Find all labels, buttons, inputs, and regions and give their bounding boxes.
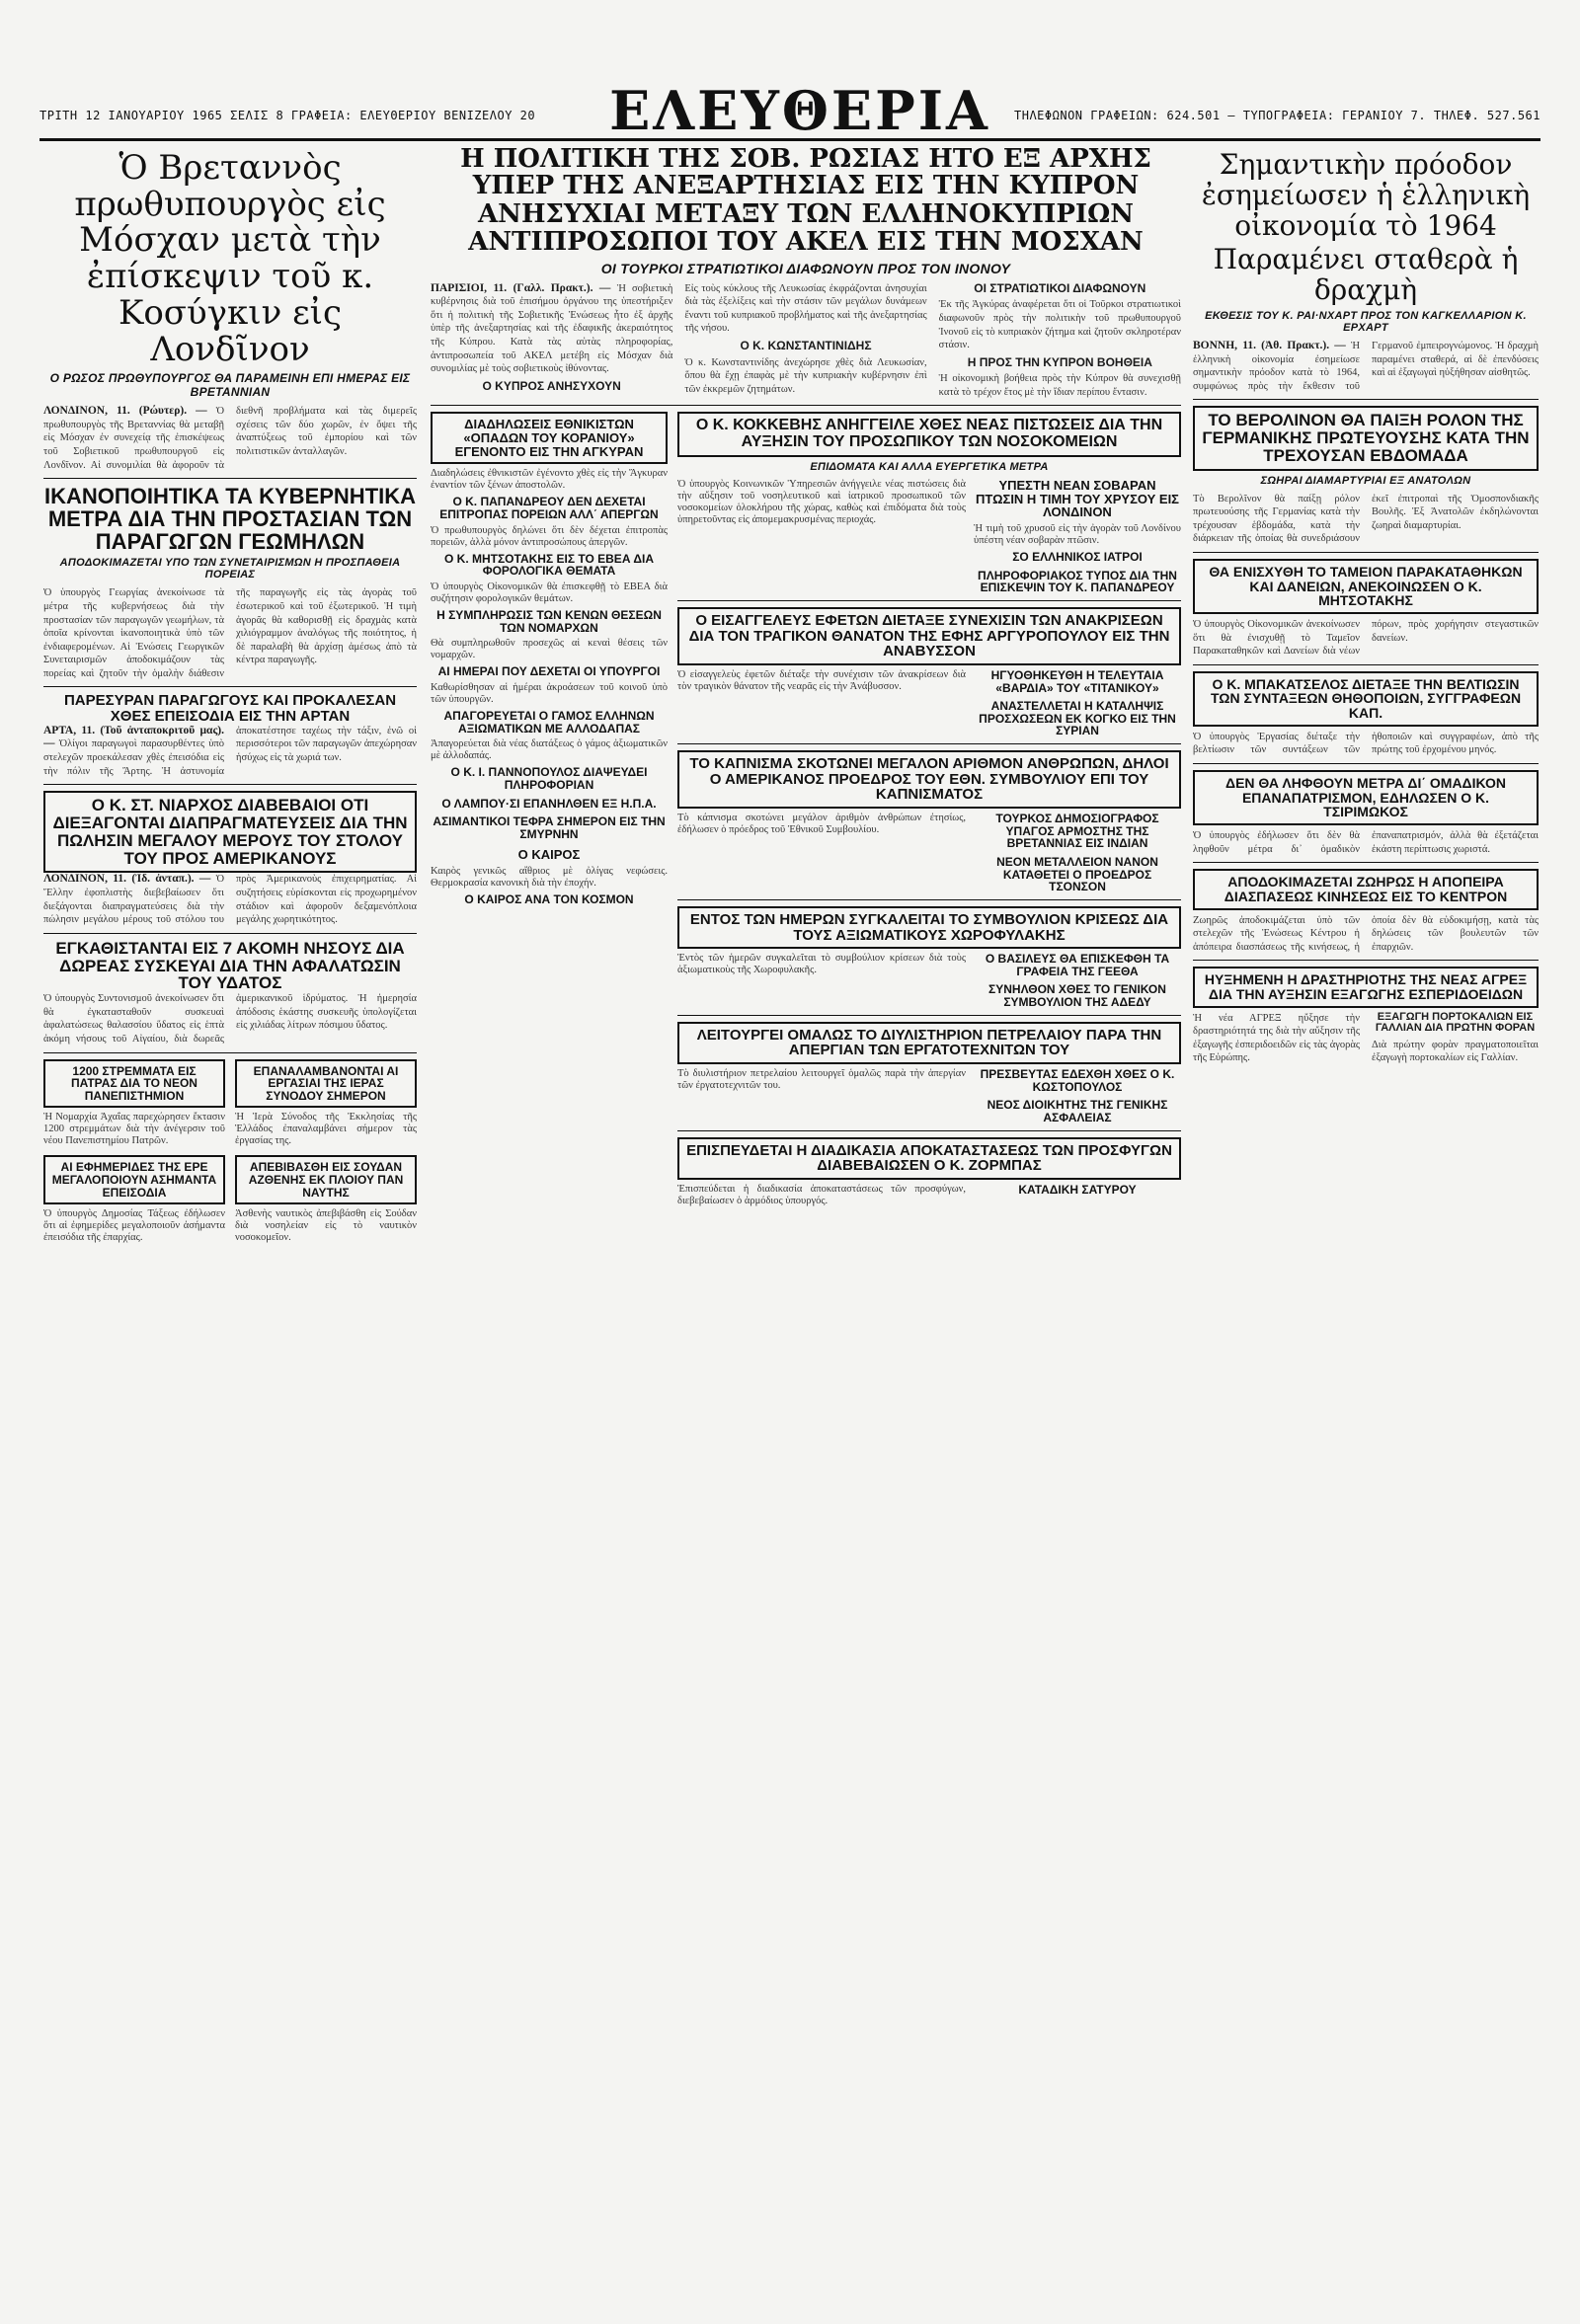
headline-security-chief: ΝΕΟΣ ΔΙΟΙΚΗΤΗΣ ΤΗΣ ΓΕΝΙΚΗΣ ΑΣΦΑΛΕΙΑΣ: [987, 1098, 1168, 1124]
subhead-east-protests: ΣΩΗΡΑΙ ΔΙΑΜΑΡΤΥΡΙΑΙ ΕΞ ΑΝΑΤΟΛΩΝ: [1260, 474, 1471, 487]
headline-officers-marriage: ΑΠΑΓΟΡΕΥΕΤΑΙ Ο ΓΑΜΟΣ ΕΛΛΗΝΩΝ ΑΞΙΩΜΑΤΙΚΩΝ ΜΕ ΑΛΛΟΔΑΠΑΣ: [443, 709, 655, 736]
headline-niarchos-fleet: Ο Κ. ΣΤ. ΝΙΑΡΧΟΣ ΔΙΑΒΕΒΑΙΟΙ ΟΤΙ ΔΙΕΞΑΓΟΝΤΑΙ ΔΙΑΠΡΑΓΜΑΤΕΥΣΕΙΣ ΔΙΑ ΤΗΝ ΠΩΛΗΣΙΝ ΜΕΓΑΛΟΥ ΜΕΡΟΥΣ ΤΟΥ ΣΤΟΛΟΥ ΤΟΥ ΠΡΟΣ ΑΜΕΡΙΚΑΝΟΥΣ: [43, 791, 417, 873]
headline-potato-measures: ΙΚΑΝΟΠΟΙΗΤΙΚΑ ΤΑ ΚΥΒΕΡΝΗΤΙΚΑ ΜΕΤΡΑ ΔΙΑ ΤΗΝ ΠΡΟΣΤΑΣΙΑΝ ΤΩΝ ΠΑΡΑΓΩΓΩΝ ΓΕΩΜΗΛΩΝ: [43, 484, 417, 555]
masthead-dateline: ΤΡΙΤΗ 12 ΙΑΝΟΥΑΡΙΟΥ 1965 ΣΕΛΙΣ 8 ΓΡΑΦΕΙΑ: ΕΛΕΥΘΕΡΙΟΥ ΒΕΝΙΖΕΛΟΥ 20: [40, 109, 536, 122]
headline-holy-synod: ΕΠΑΝΑΛΑΜΒΑΝΟΝΤΑΙ ΑΙ ΕΡΓΑΣΙΑΙ ΤΗΣ ΙΕΡΑΣ ΣΥΝΟΔΟΥ ΣΗΜΕΡΟΝ: [235, 1059, 417, 1109]
headline-berlin: ΤΟ ΒΕΡΟΛΙΝΟΝ ΘΑ ΠΑΙΞΗ ΡΟΛΟΝ ΤΗΣ ΓΕΡΜΑΝΙΚΗΣ ΠΡΩΤΕΥΟΥΣΗΣ ΚΑΤΑ ΤΗΝ ΤΡΕΧΟΥΣΑΝ ΕΒΔΟΜΑΔΑ: [1193, 406, 1539, 471]
article-actors-pensions: Ὁ ὑπουργὸς Ἐργασίας διέταξε τὴν βελτίωσιν τῶν συντάξεων τῶν ἠθοποιῶν καὶ συγγραφέων, ἀπὸ τῆς πρώτης τοῦ ἐρχομένου μηνός.: [1193, 731, 1539, 756]
dateline: ΠΑΡΙΣΙΟΙ, 11. (Γαλλ. Πρακτ.). —: [431, 281, 611, 294]
column-left: Ὁ Βρεταννὸς πρωθυπουργὸς εἰς Μόσχαν μετὰ τὴν ἐπίσκεψιν τοῦ κ. Κοσύγκιν εἰς Λονδῖνον Ο ΡΩΣΟΣ ΠΡΩΘΥΠΟΥΡΓΟΣ ΘΑ ΠΑΡΑΜΕΙΝΗ ΕΠΙ ΗΜΕΡΑΣ ΕΙΣ ΒΡΕΤΑΝΝΙΑΝ ΛΟΝΔΙΝΟΝ, 11. (Ρώυτερ). — Ὁ πρωθυπουργὸς τῆς Βρεταννίας θὰ μεταβῇ εἰς Μόσχαν ἐν συνεχείᾳ τῆς ἐπισκέψεως τοῦ Σοβιετικοῦ πρωθυπουργοῦ εἰς Λονδῖνον. Αἱ συνομιλίαι θὰ ἀφοροῦν τὰ διεθνῆ προβλήματα καὶ τὰς διμερεῖς σχέσεις τῶν δύο χωρῶν, ἐν ὄψει τῆς ἀναπτύξεως τοῦ ἐμπορίου καὶ τῶν πολιτιστικῶν ἀνταλλαγῶν. ΙΚΑΝΟΠΟΙΗΤΙΚΑ ΤΑ ΚΥΒΕΡΝΗΤΙΚΑ ΜΕΤΡΑ ΔΙΑ ΤΗΝ ΠΡΟΣΤΑΣΙΑΝ ΤΩΝ ΠΑΡΑΓΩΓΩΝ ΓΕΩΜΗΛΩΝ ΑΠΟΔΟΚΙΜΑΖΕΤΑΙ ΥΠΟ ΤΩΝ ΣΥΝΕΤΑΙΡΙΣΜΩΝ Η ΠΡΟΣΠΑΘΕΙΑ ΠΟΡΕΙΑΣ Ὁ ὑπουργὸς Γεωργίας ἀνεκοίνωσε τὰ μέτρα τῆς κυβερνήσεως διὰ τὴν προστασίαν τῶν παραγωγῶν γεωμήλων, τὰ ὁποῖα κρίνονται ἱκανοποιητικὰ ὑπὸ τῶν ἐνδιαφερομένων. Αἱ Ἑνώσεις Γεωργικῶν Συνεταιρισμῶν ἀποδοκιμάζουν τὰς πορείας καὶ ζητοῦν τὴν ὁμαλὴν διάθεσιν τῆς παραγωγῆς εἰς τὰς ἀγορὰς τοῦ ἐσωτερικοῦ καὶ τοῦ ἐξωτερικοῦ. Ἡ τιμὴ ἀγορᾶς θὰ καθορισθῇ εἰς δραχμὰς κατὰ χιλιόγραμμον ἀναλόγως τῆς ποιότητος, ἡ δὲ παραλαβὴ θὰ ἀρχίσῃ ἀμέσως ἀπὸ τὰ κέντρα παραγωγῆς. ΠΑΡΕΣΥΡΑΝ ΠΑΡΑΓΩΓΟΥΣ ΚΑΙ ΠΡΟΚΑΛΕΣΑΝ ΧΘΕΣ ΕΠΕΙΣΟΔΙΑ ΕΙΣ ΤΗΝ ΑΡΤΑΝ ΑΡΤΑ, 11. (Τοῦ ἀνταποκριτοῦ μας). — Ὀλίγοι παραγωγοὶ παρασυρθέντες ὑπὸ στελεχῶν προεκάλεσαν χθὲς ἐπεισόδια εἰς τὴν πόλιν τῆς Ἄρτης. Ἡ ἀστυνομία ἀποκατέστησε ταχέως τὴν τάξιν, ἐνῶ οἱ περισσότεροι τῶν παραγωγῶν ἀπεχώρησαν ἡσύχως εἰς τὰ χωριά των. Ο Κ. ΣΤ. ΝΙΑΡΧΟΣ ΔΙΑΒΕΒΑΙΟΙ ΟΤΙ ΔΙΕΞΑΓΟΝΤΑΙ ΔΙΑΠΡΑΓΜΑΤΕΥΣΕΙΣ ΔΙΑ ΤΗΝ ΠΩΛΗΣΙΝ ΜΕΓΑΛΟΥ ΜΕΡΟΥΣ ΤΟΥ ΣΤΟΛΟΥ ΤΟΥ ΠΡΟΣ ΑΜΕΡΙΚΑΝΟΥΣ ΛΟΝΔΙΝΟΝ, 11. (Ἰδ. ἀνταπ.). — Ὁ Ἕλλην ἐφοπλιστὴς διεβεβαίωσεν ὅτι διεξάγονται διαπραγματεύσεις διὰ τὴν πώλησιν μεγάλου μέρους τοῦ στόλου του πρὸς Ἀμερικανοὺς ἐπιχειρηματίας. Αἱ συζητήσεις εὑρίσκονται εἰς προχωρημένον στάδιον καὶ ἀφοροῦν δεξαμενόπλοια μεγάλης χωρητικότητος. ΕΓΚΑΘΙΣΤΑΝΤΑΙ ΕΙΣ 7 ΑΚΟΜΗ ΝΗΣΟΥΣ ΔΙΑ ΔΩΡΕΑΣ ΣΥΣΚΕΥΑΙ ΔΙΑ ΤΗΝ ΑΦΑΛΑΤΩΣΙΝ ΤΟΥ ΥΔΑΤΟΣ Ὁ ὑπουργὸς Συντονισμοῦ ἀνεκοίνωσεν ὅτι θὰ ἐγκατασταθοῦν συσκευαὶ ἀφαλατώσεως θαλασσίου ὕδατος εἰς ἑπτὰ ἀκόμη νήσους τοῦ Αἰγαίου, διὰ δωρεᾶς ἀμερικανικοῦ ἱδρύματος. Ἡ ἡμερησία ἀπόδοσις ἑκάστης συσκευῆς ὑπολογίζεται εἰς χιλιάδας λίτρων πόσιμου ὕδατος. 1200 ΣΤΡΕΜΜΑΤΑ ΕΙΣ ΠΑΤΡΑΣ ΔΙΑ ΤΟ ΝΕΟΝ ΠΑΝΕΠΙΣΤΗΜΙΟΝ Ἡ Νομαρχία Ἀχαΐας παρεχώρησεν ἔκτασιν 1200 στρεμμάτων διὰ τὴν ἀνέγερσιν τοῦ νέου Πανεπιστημίου Πατρῶν. ΑΙ ΕΦΗΜΕΡΙΔΕΣ ΤΗΣ ΕΡΕ ΜΕΓΑΛΟΠΟΙΟΥΝ ΑΣΗΜΑΝΤΑ ΕΠΕΙΣΟΔΙΑ Ὁ ὑπουργὸς Δημοσίας Τάξεως ἐδήλωσεν ὅτι αἱ ἐφημερίδες μεγαλοποιοῦν ἀσήμαντα ἐπεισόδια τῆς ἐπαρχίας. ΕΠΑΝΑΛΑΜΒΑΝΟΝΤΑΙ ΑΙ ΕΡΓΑΣΙΑΙ ΤΗΣ ΙΕΡΑΣ ΣΥΝΟΔΟΥ ΣΗΜΕΡΟΝ Ἡ Ἱερὰ Σύνοδος τῆς Ἐκκλησίας τῆς Ἑλλάδος ἐπαναλαμβάνει σήμερον τὰς ἐργασίας της. ΑΠΕΒΙΒΑΣΘΗ ΕΙΣ ΣΟΥΔΑΝ ΑΖΘΕΝΗΣ ΕΚ ΠΛΟΙΟΥ ΠΑΝ ΝΑΥΤΗΣ Ἀσθενὴς ναυτικὸς ἀπεβιβάσθη εἰς Σούδαν διὰ νοσηλείαν εἰς τὸ ναυτικὸν νοσοκομεῖον.: [43, 148, 417, 1244]
headline-king-geetha: Ο ΒΑΣΙΛΕΥΣ ΘΑ ΕΠΙΣΚΕΦΘΗ ΤΑ ΓΡΑΦΕΙΑ ΤΗΣ ΓΕΕΘΑ: [985, 952, 1170, 978]
article-repatriation: Ὁ ὑπουργὸς ἐδήλωσεν ὅτι δὲν θὰ ληφθοῦν μέτρα δι᾽ ὁμαδικὸν ἐπαναπατρισμόν, ἀλλὰ θὰ ἐξετάζεται ἑκάστη περίπτωσις χωριστά.: [1193, 830, 1539, 855]
headline-pannopoulos: Ο Κ. Ι. ΠΑΝΝΟΠΟΥΛΟΣ ΔΙΑΨΕΥΔΕΙ ΠΛΗΡΟΦΟΡΙΑΝ: [450, 765, 648, 792]
headline-british-pm: Ὁ Βρεταννὸς πρωθυπουργὸς εἰς Μόσχαν μετὰ τὴν ἐπίσκεψιν τοῦ κ. Κοσύγκιν εἰς Λονδῖνον: [74, 148, 386, 369]
masthead-contact: ΤΗΛΕΦΩΝΟΝ ΓΡΑΦΕΙΩΝ: 624.501 — ΤΥΠΟΓΡΑΦΕΙΑ: ΓΕΡΑΝΙΟΥ 7. ΤΗΛΕΦ. 527.561: [1014, 109, 1540, 122]
headline-desalination: ΕΓΚΑΘΙΣΤΑΝΤΑΙ ΕΙΣ 7 ΑΚΟΜΗ ΝΗΣΟΥΣ ΔΙΑ ΔΩΡΕΑΣ ΣΥΣΚΕΥΑΙ ΔΙΑ ΤΗΝ ΑΦΑΛΑΤΩΣΙΝ ΤΟΥ ΥΔΑΤΟΣ: [55, 938, 405, 993]
subhead-kosygin: Ο ΡΩΣΟΣ ΠΡΩΘΥΠΟΥΡΓΟΣ ΘΑ ΠΑΡΑΜΕΙΝΗ ΕΠΙ ΗΜΕΡΑΣ ΕΙΣ ΒΡΕΤΑΝΝΙΑΝ: [49, 371, 411, 400]
headline-papandreou-visit: ΠΛΗΡΟΦΟΡΙΑΚΟΣ ΤΥΠΟΣ ΔΙΑ ΤΗΝ ΕΠΙΣΚΕΨΙΝ ΤΟΥ Κ. ΠΑΠΑΝΔΡΕΟΥ: [978, 568, 1177, 595]
banner-soviet-cyprus: Η ΠΟΛΙΤΙΚΗ ΤΗΣ ΣΟΒ. ΡΩΣΙΑΣ ΗΤΟ ΕΞ ΑΡΧΗΣ ΥΠΕΡ ΤΗΣ ΑΝΕΞΑΡΤΗΣΙΑΣ ΕΙΣ ΤΗΝ ΚΥΠΡΟΝ: [460, 146, 1151, 201]
headline-agrex: ΗΥΞΗΜΕΝΗ Η ΔΡΑΣΤΗΡΙΟΤΗΣ ΤΗΣ ΝΕΑΣ ΑΓΡΕΞ ΔΙΑ ΤΗΝ ΑΥΞΗΣΙΝ ΕΞΑΓΩΓΗΣ ΕΣΠΕΡΙΔΟΕΙΔΩΝ: [1193, 967, 1539, 1007]
headline-economy-1964: Σημαντικὴν πρόοδον ἐσημείωσεν ἡ ἑλληνικὴ οἰκονομία τὸ 1964: [1201, 148, 1531, 242]
headline-ere-papers: ΑΙ ΕΦΗΜΕΡΙΔΕΣ ΤΗΣ ΕΡΕ ΜΕΓΑΛΟΠΟΙΟΥΝ ΑΣΗΜΑΝΤΑ ΕΠΕΙΣΟΔΙΑ: [43, 1155, 225, 1204]
headline-ministers-days: ΑΙ ΗΜΕΡΑΙ ΠΟΥ ΔΕΧΕΤΑΙ ΟΙ ΥΠΟΥΡΓΟΙ: [437, 664, 661, 679]
article-potato-measures: Ὁ ὑπουργὸς Γεωργίας ἀνεκοίνωσε τὰ μέτρα τῆς κυβερνήσεως διὰ τὴν προστασίαν τῶν παραγωγῶν γεωμήλων, τὰ ὁποῖα κρίνονται ἱκανοποιητικὰ ὑπὸ τῶν ἐνδιαφερομένων. Αἱ Ἑνώσεις Γεωργικῶν Συνεταιρισμῶν ἀποδοκιμάζουν τὰς πορείας καὶ ζητοῦν τὴν ὁμαλὴν διάθεσιν τῆς παραγωγῆς εἰς τὰς ἀγορὰς τοῦ ἐσωτερικοῦ καὶ τοῦ ἐξωτερικοῦ. Ἡ τιμὴ ἀγορᾶς θὰ καθορισθῇ εἰς δραχμὰς κατὰ χιλιόγραμμον ἀναλόγως τῆς ποιότητος, ἡ δὲ παραλαβὴ θὰ ἀρχίσῃ ἀμέσως ἀπὸ τὰ κέντρα παραγωγῆς.: [43, 587, 417, 679]
headline-weather: Ο ΚΑΙΡΟΣ: [517, 847, 581, 863]
subhead-benefits: ΕΠΙΔΟΜΑΤΑ ΚΑΙ ΑΛΛΑ ΕΥΕΡΓΕΤΙΚΑ ΜΕΤΡΑ: [810, 460, 1049, 473]
headline-deposits-fund: ΘΑ ΕΝΙΣΧΥΘΗ ΤΟ ΤΑΜΕΙΟΝ ΠΑΡΑΚΑΤΑΘΗΚΩΝ ΚΑΙ ΔΑΝΕΙΩΝ, ΑΝΕΚΟΙΝΩΣΕΝ Ο Κ. ΜΗΤΣΟΤΑΚΗΣ: [1193, 559, 1539, 614]
headline-refinery: ΛΕΙΤΟΥΡΓΕΙ ΟΜΑΛΩΣ ΤΟ ΔΙΥΛΙΣΤΗΡΙΟΝ ΠΕΤΡΕΛΑΙΟΥ ΠΑΡΑ ΤΗΝ ΑΠΕΡΓΙΑΝ ΤΩΝ ΕΡΓΑΤΟΤΕΧΝΙΤΩΝ ΤΟΥ: [677, 1022, 1181, 1065]
subhead-konstantinidis: Ο Κ. ΚΩΝΣΤΑΝΤΙΝΙΔΗΣ: [740, 339, 872, 353]
dateline: ΒΟΝΝΗ, 11. (Ἀθ. Πρακτ.). —: [1193, 339, 1346, 351]
headline-ankara-demos: ΔΙΑΔΗΛΩΣΕΙΣ ΕΘΝΙΚΙΣΤΩΝ «ΟΠΑΔΩΝ ΤΟΥ ΚΟΡΑΝΙΟΥ» ΕΓΕΝΟΝΤΟ ΕΙΣ ΤΗΝ ΑΓΚΥΡΑΝ: [431, 412, 668, 464]
subhead-rheinhart: ΕΚΘΕΣΙΣ ΤΟΥ Κ. ΡΑΙ·ΝΧΑΡΤ ΠΡΟΣ ΤΟΝ ΚΑΓΚΕΛΛΑΡΙΟΝ Κ. ΕΡΧΑΡΤ: [1205, 309, 1527, 334]
column-right: [1193, 146, 1539, 2285]
article-economy: ΒΟΝΝΗ, 11. (Ἀθ. Πρακτ.). — Ἡ ἑλληνικὴ οἰκονομία ἐσημείωσε σημαντικὴν πρόοδον κατὰ τὸ 1964, συμφώνως πρὸς τὴν ἔκθεσιν τοῦ Γερμανοῦ ἐμπειρογνώμονος. Ἡ δραχμὴ παραμένει σταθερά, αἱ δὲ ἐπενδύσεις καὶ αἱ ἐξαγωγαὶ ηὐξήθησαν αἰσθητῶς.: [1193, 339, 1539, 392]
article-deposits-fund: Ὁ ὑπουργὸς Οἰκονομικῶν ἀνεκοίνωσεν ὅτι θὰ ἐνισχυθῇ τὸ Ταμεῖον Παρακαταθηκῶν καὶ Δανείων διὰ νέων πόρων, πρὸς χορήγησιν στεγαστικῶν δανείων.: [1193, 619, 1539, 658]
subhead-cyprus-aid: Η ΠΡΟΣ ΤΗΝ ΚΥΠΡΟΝ ΒΟΗΘΕΙΑ: [967, 354, 1152, 369]
subhead-military-disagree: ΟΙ ΣΤΡΑΤΙΩΤΙΚΟΙ ΔΙΑΦΩΝΟΥΝ: [974, 280, 1146, 295]
dateline: ΑΡΤΑ, 11. (Τοῦ ἀνταποκριτοῦ μας). —: [43, 724, 224, 750]
column-middle: Η ΠΟΛΙΤΙΚΗ ΤΗΣ ΣΟΒ. ΡΩΣΙΑΣ ΗΤΟ ΕΞ ΑΡΧΗΣ ΥΠΕΡ ΤΗΣ ΑΝΕΞΑΡΤΗΣΙΑΣ ΕΙΣ ΤΗΝ ΚΥΠΡΟΝ ΑΝΗΣΥΧΙΑΙ ΜΕΤΑΞΥ ΤΩΝ ΕΛΛΗΝΟΚΥΠΡΙΩΝ ΑΝΤΙΠΡΟΣΩΠΟΙ ΤΟΥ ΑΚΕΛ ΕΙΣ ΤΗΝ ΜΟΣΧΑΝ ΟΙ ΤΟΥΡΚΟΙ ΣΤΡΑΤΙΩΤΙΚΟΙ ΔΙΑΦΩΝΟΥΝ ΠΡΟΣ ΤΟΝ ΙΝΟΝΟΥ ΠΑΡΙΣΙΟΙ, 11. (Γαλλ. Πρακτ.). — Ἡ σοβιετικὴ κυβέρνησις διὰ τοῦ ἐπισήμου ὀργάνου της ὑπεστήριξεν ὅτι ἡ πολιτικὴ τῆς Σοβιετικῆς Ἑνώσεως ἦτο ἐξ ἀρχῆς ὑπὲρ τῆς ἀνεξαρτησίας καὶ τῆς ἐδαφικῆς ἀκεραιότητος τῆς Κύπρου. Κατὰ τὰς αὐτὰς πληροφορίας, ἀντιπροσωπεία τοῦ ΑΚΕΛ μετέβη εἰς Μόσχαν διὰ συνομιλίας μὲ τοὺς σοβιετικοὺς ἰθύνοντας. Ο ΚΥΠΡΟΣ ΑΝΗΣΥΧΟΥΝ Εἰς τοὺς κύκλους τῆς Λευκωσίας ἐκφράζονται ἀνησυχίαι διὰ τὰς ἐξελίξεις καὶ τὴν στάσιν τῶν μεγάλων δυνάμεων ἔναντι τοῦ κυπριακοῦ προβλήματος καὶ τῆς ἀνεξαρτησίας τῆς νήσου. Ο Κ. ΚΩΝΣΤΑΝΤΙΝΙΔΗΣ Ὁ κ. Κωνσταντινίδης ἀνεχώρησε χθὲς διὰ Λευκωσίαν, ὅπου θὰ ἔχῃ ἐπαφὰς μὲ τὴν κυπριακὴν κυβέρνησιν ἐπὶ τῶν ἐκκρεμῶν ζητημάτων. ΟΙ ΣΤΡΑΤΙΩΤΙΚΟΙ ΔΙΑΦΩΝΟΥΝ Ἐκ τῆς Ἀγκύρας ἀναφέρεται ὅτι οἱ Τοῦρκοι στρατιωτικοὶ διαφωνοῦν πρὸς τὴν πολιτικὴν τοῦ πρωθυπουργοῦ Ἰνονοῦ εἰς τὸ κυπριακὸν ζήτημα καὶ ζητοῦν σκληροτέραν στάσιν. Η ΠΡΟΣ ΤΗΝ ΚΥΠΡΟΝ ΒΟΗΘΕΙΑ Ἡ οἰκονομικὴ βοήθεια πρὸς τὴν Κύπρον θὰ συνεχισθῇ κατὰ τὸ τρέχον ἔτος μὲ τὴν ἴδιαν περίπου ἔντασιν. ΔΙΑΔΗΛΩΣΕΙΣ ΕΘΝΙΚΙΣΤΩΝ «ΟΠΑΔΩΝ ΤΟΥ ΚΟΡΑΝΙΟΥ» ΕΓΕΝΟΝΤΟ ΕΙΣ ΤΗΝ ΑΓΚΥΡΑΝ Διαδηλώσεις ἐθνικιστῶν ἐγένοντο χθὲς εἰς τὴν Ἄγκυραν ἐναντίον τῶν ξένων ἀποστολῶν. Ο Κ. ΠΑΠΑΝΔΡΕΟΥ ΔΕΝ ΔΕΧΕΤΑΙ ΕΠΙΤΡΟΠΑΣ ΠΟΡΕΙΩΝ ΑΛΛ΄ ΑΠΕΡΓΩΝ Ὁ πρωθυπουργὸς δηλώνει ὅτι δὲν δέχεται ἐπιτροπὰς πορειῶν, ἀλλὰ μόνον ἀντιπροσώπους ἀπεργῶν. Ο Κ. ΜΗΤΣΟΤΑΚΗΣ ΕΙΣ ΤΟ ΕΒΕΑ ΔΙΑ ΦΟΡΟΛΟΓΙΚΑ ΘΕΜΑΤΑ Ὁ ὑπουργὸς Οἰκονομικῶν θὰ ἐπισκεφθῇ τὸ ΕΒΕΑ διὰ συζήτησιν φορολογικῶν θεμάτων. Η ΣΥΜΠΛΗΡΩΣΙΣ ΤΩΝ ΚΕΝΩΝ ΘΕΣΕΩΝ ΤΩΝ ΝΟΜΑΡΧΩΝ Θὰ συμπληρωθοῦν προσεχῶς αἱ κεναὶ θέσεις τῶν νομαρχῶν. ΑΙ ΗΜΕΡΑΙ ΠΟΥ ΔΕΧΕΤΑΙ ΟΙ ΥΠΟΥΡΓΟΙ Καθωρίσθησαν αἱ ἡμέραι ἀκροάσεων τοῦ κοινοῦ ὑπὸ τῶν ὑπουργῶν. ΑΠΑΓΟΡΕΥΕΤΑΙ Ο ΓΑΜΟΣ ΕΛΛΗΝΩΝ ΑΞΙΩΜΑΤΙΚΩΝ ΜΕ ΑΛΛΟΔΑΠΑΣ Ἀπαγορεύεται διὰ νέας διατάξεως ὁ γάμος ἀξιωματικῶν μὲ ἀλλοδαπάς. Ο Κ. Ι. ΠΑΝΝΟΠΟΥΛΟΣ ΔΙΑΨΕΥΔΕΙ ΠΛΗΡΟΦΟΡΙΑΝ Ο ΛΑΜΠΟΥ·ΣΙ ΕΠΑΝΗΛΘΕΝ ΕΞ Η.Π.Α. ΑΣΙΜΑΝΤΙΚΟΙ ΤΕΦΡΑ ΣΗΜΕΡΟΝ ΕΙΣ ΤΗΝ ΣΜΥΡΝΗΝ Ο ΚΑΙΡΟΣ Καιρὸς γενικῶς αἴθριος μὲ ὀλίγας νεφώσεις. Θερμοκρασία κανονικὴ διὰ τὴν ἐποχήν. Ο ΚΑΙΡΟΣ ΑΝΑ ΤΟΝ ΚΟΣΜΟΝ Ο Κ. ΚΟΚΚΕΒΗΣ ΑΝΗΓΓΕΙΛΕ ΧΘΕΣ ΝΕΑΣ ΠΙΣΤΩΣΕΙΣ ΔΙΑ ΤΗΝ ΑΥΞΗΣΙΝ ΤΟΥ ΠΡΟΣΩΠΙΚΟΥ ΤΩΝ ΝΟΣΟΚΟΜΕΙΩΝ ΕΠΙΔΟΜΑΤΑ ΚΑΙ ΑΛΛΑ ΕΥΕΡΓΕΤΙΚΑ ΜΕΤΡΑ Ὁ ὑπουργὸς Κοινωνικῶν Ὑπηρεσιῶν ἀνήγγειλε νέας πιστώσεις διὰ τὴν αὔξησιν τοῦ νοσηλευτικοῦ καὶ ἰατρικοῦ προσωπικοῦ τῶν νοσοκομείων ὁλοκλήρου τῆς χώρας, καθὼς καὶ ἐπιδόματα διὰ τοὺς ὑπηρετοῦντας εἰς ἀπομεμακρυσμένας περιοχάς. ΥΠΕΣΤΗ ΝΕΑΝ ΣΟΒΑΡΑΝ ΠΤΩΣΙΝ Η ΤΙΜΗ ΤΟΥ ΧΡΥΣΟΥ ΕΙΣ ΛΟΝΔΙΝΟΝ Ἡ τιμὴ τοῦ χρυσοῦ εἰς τὴν ἀγορὰν τοῦ Λονδίνου ὑπέστη νέαν σοβαρὰν πτῶσιν. ΣΟ ΕΛΛΗΝΙΚΟΣ ΙΑΤΡΟΙ ΠΛΗΡΟΦΟΡΙΑΚΟΣ ΤΥΠΟΣ ΔΙΑ ΤΗΝ ΕΠΙΣΚΕΨΙΝ ΤΟΥ Κ. ΠΑΠΑΝΔΡΕΟΥ Ο ΕΙΣΑΓΓΕΛΕΥΣ ΕΦΕΤΩΝ ΔΙΕΤΑΞΕ ΣΥΝΕΧΙΣΙΝ ΤΩΝ ΑΝΑΚΡΙΣΕΩΝ ΔΙΑ ΤΟΝ ΤΡΑΓΙΚΟΝ ΘΑΝΑΤΟΝ ΤΗΣ ΕΦΗΣ ΑΡΓΥΡΟΠΟΥΛΟΥ ΕΙΣ ΤΗΝ ΑΝΑΒΥΣΣΟΝ Ὁ εἰσαγγελεὺς ἐφετῶν διέταξε τὴν συνέχισιν τῶν ἀνακρίσεων διὰ τὸν τραγικὸν θάνατον τῆς νεαρᾶς εἰς τὴν Ἀνάβυσσον. ΗΓΥΟΘΗΚΕΥΘΗ Η ΤΕΛΕΥΤΑΙΑ «ΒΑΡΔΙΑ» ΤΟΥ «ΤΙΤΑΝΙΚΟΥ» ΑΝΑΣΤΕΛΛΕΤΑΙ Η ΚΑΤΑΛΗΨΙΣ ΠΡΟΣΧΩΣΕΩΝ ΕΚ ΚΟΓΚΟ ΕΙΣ ΤΗΝ ΣΥΡΙΑΝ ΤΟ ΚΑΠΝΙΣΜΑ ΣΚΟΤΩΝΕΙ ΜΕΓΑΛΟΝ ΑΡΙΘΜΟΝ ΑΝΘΡΩΠΩΝ, ΔΗΛΟΙ Ο ΑΜΕΡΙΚΑΝΟΣ ΠΡΟΕΔΡΟΣ ΤΟΥ ΕΘΝ. ΣΥΜΒΟΥΛΙΟΥ ΕΠΙ ΤΟΥ ΚΑΠΝΙΣΜΑΤΟΣ Τὸ κάπνισμα σκοτώνει μεγάλον ἀριθμὸν ἀνθρώπων ἐτησίως, ἐδήλωσεν ὁ πρόεδρος τοῦ Ἐθνικοῦ Συμβουλίου. ΤΟΥΡΚΟΣ ΔΗΜΟΣΙΟΓΡΑΦΟΣ ΥΠΑΓΟΣ ΑΡΜΟΣΤΗΣ ΤΗΣ ΒΡΕΤΑΝΝΙΑΣ ΕΙΣ ΙΝΔΙΑΝ ΝΕΟΝ ΜΕΤΑΛΛΕΙΟΝ ΝΑΝΟΝ ΚΑΤΑΘΕΤΕΙ Ο ΠΡΟΕΔΡΟΣ ΤΣΟΝΣΟΝ ΕΝΤΟΣ ΤΩΝ ΗΜΕΡΩΝ ΣΥΓΚΑΛΕΙΤΑΙ ΤΟ ΣΥΜΒΟΥΛΙΟΝ ΚΡΙΣΕΩΣ ΔΙΑ ΤΟΥΣ ΑΞΙΩΜΑΤΙΚΟΥΣ ΧΩΡΟΦΥΛΑΚΗΣ Ἐντὸς τῶν ἡμερῶν συγκαλεῖται τὸ συμβούλιον κρίσεων διὰ τοὺς ἀξιωματικοὺς τῆς Χωροφυλακῆς. Ο ΒΑΣΙΛΕΥΣ ΘΑ ΕΠΙΣΚΕΦΘΗ ΤΑ ΓΡΑΦΕΙΑ ΤΗΣ ΓΕΕΘΑ ΣΥΝΗΛΘΟΝ ΧΘΕΣ ΤΟ ΓΕΝΙΚΟΝ ΣΥΜΒΟΥΛΙΟΝ ΤΗΣ ΑΔΕΔΥ ΛΕΙΤΟΥΡΓΕΙ ΟΜΑΛΩΣ ΤΟ ΔΙΥΛΙΣΤΗΡΙΟΝ ΠΕΤΡΕΛΑΙΟΥ ΠΑΡΑ ΤΗΝ ΑΠΕΡΓΙΑΝ ΤΩΝ ΕΡΓΑΤΟΤΕΧΝΙΤΩΝ ΤΟΥ Τὸ διυλιστήριον πετρελαίου λειτουργεῖ ὁμαλῶς παρὰ τὴν ἀπεργίαν τῶν ἐργατοτεχνιτῶν του. ΠΡΕΣΒΕΥΤΑΣ ΕΔΕΧΘΗ ΧΘΕΣ Ο Κ. ΚΩΣΤΟΠΟΥΛΟΣ ΝΕΟΣ ΔΙΟΙΚΗΤΗΣ ΤΗΣ ΓΕΝΙΚΗΣ ΑΣΦΑΛΕΙΑΣ ΕΠΙΣΠΕΥΔΕΤΑΙ Η ΔΙΑΔΙΚΑΣΙΑ ΑΠΟΚΑΤΑΣΤΑΣΕΩΣ ΤΩΝ ΠΡΟΣΦΥΓΩΝ ΔΙΑΒΕΒΑΙΩΣΕΝ Ο Κ. ΖΟΡΜΠΑΣ Ἐπισπεύδεται ἡ διαδικασία ἀποκαταστάσεως τῶν προσφύγων, διεβεβαίωσεν ὁ ἁρμόδιος ὑπουργός. ΚΑΤΑΔΙΚΗ ΣΑΤΥΡΟΥ: [431, 146, 1181, 1207]
headline-nomarchs: Η ΣΥΜΠΛΗΡΩΣΙΣ ΤΩΝ ΚΕΝΩΝ ΘΕΣΕΩΝ ΤΩΝ ΝΟΜΑΡΧΩΝ: [436, 608, 662, 635]
article-british-pm: ΛΟΝΔΙΝΟΝ, 11. (Ρώυτερ). — Ὁ πρωθυπουργὸς τῆς Βρεταννίας θὰ μεταβῇ εἰς Μόσχαν ἐν συνεχείᾳ τῆς ἐπισκέψεως τοῦ Σοβιετικοῦ πρωθυπουργοῦ εἰς Λονδῖνον. Αἱ συνομιλίαι θὰ ἀφοροῦν τὰ διεθνῆ προβλήματα καὶ τὰς διμερεῖς σχέσεις τῶν δύο χωρῶν, ἐν ὄψει τῆς ἀναπτύξεως τοῦ ἐμπορίου καὶ τῶν πολιτιστικῶν ἀνταλλαγῶν.: [43, 405, 417, 471]
headline-turkish-journalist: ΤΟΥΡΚΟΣ ΔΗΜΟΣΙΟΓΡΑΦΟΣ ΥΠΑΓΟΣ ΑΡΜΟΣΤΗΣ ΤΗΣ ΒΡΕΤΑΝΝΙΑΣ ΕΙΣ ΙΝΔΙΑΝ: [995, 812, 1159, 851]
headline-mitsotakis-ebea: Ο Κ. ΜΗΤΣΟΤΑΚΗΣ ΕΙΣ ΤΟ ΕΒΕΑ ΔΙΑ ΦΟΡΟΛΟΓΙΚΑ ΘΕΜΑΤΑ: [443, 551, 654, 579]
headline-patras-university: 1200 ΣΤΡΕΜΜΑΤΑ ΕΙΣ ΠΑΤΡΑΣ ΔΙΑ ΤΟ ΝΕΟΝ ΠΑΝΕΠΙΣΤΗΜΙΟΝ: [43, 1059, 225, 1109]
article-niarchos: ΛΟΝΔΙΝΟΝ, 11. (Ἰδ. ἀνταπ.). — Ὁ Ἕλλην ἐφοπλιστὴς διεβεβαίωσεν ὅτι διεξάγονται διαπραγματεύσεις διὰ τὴν πώλησιν μεγάλου μέρους τοῦ στόλου του πρὸς Ἀμερικανοὺς ἐπιχειρηματίας. Αἱ συζητήσεις εὑρίσκονται εἰς προχωρημένον στάδιον καὶ ἀφοροῦν δεξαμενόπλοια μεγάλης χωρητικότητος.: [43, 873, 417, 926]
subhead-oranges-france: ΕΞΑΓΩΓΗ ΠΟΡΤΟΚΑΛΙΩΝ ΕΙΣ ΓΑΛΛΙΑΝ ΔΙΑ ΠΡΩΤΗΝ ΦΟΡΑΝ: [1375, 1010, 1536, 1035]
headline-adedy: ΣΥΝΗΛΘΟΝ ΧΘΕΣ ΤΟ ΓΕΝΙΚΟΝ ΣΥΜΒΟΥΛΙΟΝ ΤΗΣ ΑΔΕΔΥ: [988, 982, 1166, 1010]
headline-smoking: ΤΟ ΚΑΠΝΙΣΜΑ ΣΚΟΤΩΝΕΙ ΜΕΓΑΛΟΝ ΑΡΙΘΜΟΝ ΑΝΘΡΩΠΩΝ, ΔΗΛΟΙ Ο ΑΜΕΡΙΚΑΝΟΣ ΠΡΟΕΔΡΟΣ ΤΟΥ ΕΘΝ. ΣΥΜΒΟΥΛΙΟΥ ΕΠΙ ΤΟΥ ΚΑΠΝΙΣΜΑΤΟΣ: [677, 750, 1181, 809]
dateline: ΛΟΝΔΙΝΟΝ, 11. (Ἰδ. ἀνταπ.). —: [43, 873, 211, 886]
headline-johnson-medal: ΝΕΟΝ ΜΕΤΑΛΛΕΙΟΝ ΝΑΝΟΝ ΚΑΤΑΘΕΤΕΙ Ο ΠΡΟΕΔΡΟΣ ΤΣΟΝΣΟΝ: [996, 855, 1158, 894]
headline-actors-pensions: Ο Κ. ΜΠΑΚΑΤΣΕΛΟΣ ΔΙΕΤΑΞΕ ΤΗΝ ΒΕΛΤΙΩΣΙΝ ΤΩΝ ΣΥΝΤΑΞΕΩΝ ΘΗΘΟΠΟΙΩΝ, ΣΥΓΓΡΑΦΕΩΝ ΚΑΠ.: [1193, 671, 1539, 727]
headline-congo: ΑΝΑΣΤΕΛΛΕΤΑΙ Η ΚΑΤΑΛΗΨΙΣ ΠΡΟΣΧΩΣΕΩΝ ΕΚ ΚΟΓΚΟ ΕΙΣ ΤΗΝ ΣΥΡΙΑΝ: [979, 699, 1176, 738]
headline-world-weather: Ο ΚΑΙΡΟΣ ΑΝΑ ΤΟΝ ΚΟΣΜΟΝ: [464, 892, 634, 907]
headline-greek-doctors: ΣΟ ΕΛΛΗΝΙΚΟΣ ΙΑΤΡΟΙ: [1012, 549, 1143, 564]
headline-satyr: ΚΑΤΑΔΙΚΗ ΣΑΤΥΡΟΥ: [1018, 1183, 1137, 1198]
dateline: ΛΟΝΔΙΝΟΝ, 11. (Ρώυτερ). —: [43, 405, 207, 418]
newspaper-title: ΕΛΕΥΘΕΡΙΑ: [609, 79, 990, 142]
headline-souda-sailor: ΑΠΕΒΙΒΑΣΘΗ ΕΙΣ ΣΟΥΔΑΝ ΑΖΘΕΝΗΣ ΕΚ ΠΛΟΙΟΥ ΠΑΝ ΝΑΥΤΗΣ: [235, 1155, 417, 1204]
banner-akel-moscow: ΑΝΤΙΠΡΟΣΩΠΟΙ ΤΟΥ ΑΚΕΛ ΕΙΣ ΤΗΝ ΜΟΣΧΑΝ: [468, 227, 1144, 258]
article-berlin: Τὸ Βερολῖνον θὰ παίξῃ ρόλον πρωτευούσης τῆς Γερμανίας κατὰ τὴν τρέχουσαν ἑβδομάδα, κατὰ τὴν διάρκειαν τῆς ὁποίας θὰ συνεδριάσουν ἐκεῖ ἐπιτροπαὶ τῆς Ὁμοσπονδιακῆς Βουλῆς. Ἐξ Ἀνατολῶν ἐκδηλώνονται ζωηραὶ διαμαρτυρίαι.: [1193, 493, 1539, 545]
headline-smyrna: ΑΣΙΜΑΝΤΙΚΟΙ ΤΕΦΡΑ ΣΗΜΕΡΟΝ ΕΙΣ ΤΗΝ ΣΜΥΡΝΗΝ: [433, 814, 666, 841]
article-arta-incidents: ΑΡΤΑ, 11. (Τοῦ ἀνταποκριτοῦ μας). — Ὀλίγοι παραγωγοὶ παρασυρθέντες ὑπὸ στελεχῶν προεκάλεσαν χθὲς ἐπεισόδια εἰς τὴν πόλιν τῆς Ἄρτης. Ἡ ἀστυνομία ἀποκατέστησε ταχέως τὴν τάξιν, ἐνῶ οἱ περισσότεροι τῶν παραγωγῶν ἀπεχώρησαν ἡσύχως εἰς τὰ χωριά των.: [43, 724, 417, 777]
headline-papandreou-committees: Ο Κ. ΠΑΠΑΝΔΡΕΟΥ ΔΕΝ ΔΕΧΕΤΑΙ ΕΠΙΤΡΟΠΑΣ ΠΟΡΕΙΩΝ ΑΛΛ΄ ΑΠΕΡΓΩΝ: [439, 495, 659, 521]
article-soviet-cyprus: ΠΑΡΙΣΙΟΙ, 11. (Γαλλ. Πρακτ.). — Ἡ σοβιετικὴ κυβέρνησις διὰ τοῦ ἐπισήμου ὀργάνου της ὑπεστήριξεν ὅτι ἡ πολιτικὴ τῆς Σοβιετικῆς Ἑνώσεως ἦτο ἐξ ἀρχῆς ὑπὲρ τῆς ἀνεξαρτησίας καὶ τῆς ἐδαφικῆς ἀκεραιότητος τῆς Κύπρου. Κατὰ τὰς αὐτὰς πληροφορίας, ἀντιπροσωπεία τοῦ ΑΚΕΛ μετέβη εἰς Μόσχαν διὰ συνομιλίας μὲ τοὺς σοβιετικοὺς ἰθύνοντας. Ο ΚΥΠΡΟΣ ΑΝΗΣΥΧΟΥΝ Εἰς τοὺς κύκλους τῆς Λευκωσίας ἐκφράζονται ἀνησυχίαι διὰ τὰς ἐξελίξεις καὶ τὴν στάσιν τῶν μεγάλων δυνάμεων ἔναντι τοῦ κυπριακοῦ προβλήματος καὶ τῆς ἀνεξαρτησίας τῆς νήσου. Ο Κ. ΚΩΝΣΤΑΝΤΙΝΙΔΗΣ Ὁ κ. Κωνσταντινίδης ἀνεχώρησε χθὲς διὰ Λευκωσίαν, ὅπου θὰ ἔχῃ ἐπαφὰς μὲ τὴν κυπριακὴν κυβέρνησιν ἐπὶ τῶν ἐκκρεμῶν ζητημάτων. ΟΙ ΣΤΡΑΤΙΩΤΙΚΟΙ ΔΙΑΦΩΝΟΥΝ Ἐκ τῆς Ἀγκύρας ἀναφέρεται ὅτι οἱ Τοῦρκοι στρατιωτικοὶ διαφωνοῦν πρὸς τὴν πολιτικὴν τοῦ πρωθυπουργοῦ Ἰνονοῦ εἰς τὸ κυπριακὸν ζήτημα καὶ ζητοῦν σκληροτέραν στάσιν. Η ΠΡΟΣ ΤΗΝ ΚΥΠΡΟΝ ΒΟΗΘΕΙΑ Ἡ οἰκονομικὴ βοήθεια πρὸς τὴν Κύπρον θὰ συνεχισθῇ κατὰ τὸ τρέχον ἔτος μὲ τὴν ἴδιαν περίπου ἔντασιν.: [431, 280, 1181, 398]
headline-gold-price: ΥΠΕΣΤΗ ΝΕΑΝ ΣΟΒΑΡΑΝ ΠΤΩΣΙΝ Η ΤΙΜΗ ΤΟΥ ΧΡΥΣΟΥ ΕΙΣ ΛΟΝΔΙΝΟΝ: [976, 477, 1179, 520]
headline-kokkevis-credits: Ο Κ. ΚΟΚΚΕΒΗΣ ΑΝΗΓΓΕΙΛΕ ΧΘΕΣ ΝΕΑΣ ΠΙΣΤΩΣΕΙΣ ΔΙΑ ΤΗΝ ΑΥΞΗΣΙΝ ΤΟΥ ΠΡΟΣΩΠΙΚΟΥ ΤΩΝ ΝΟΣΟΚΟΜΕΙΩΝ: [677, 412, 1181, 457]
headline-gendarmerie-council: ΕΝΤΟΣ ΤΩΝ ΗΜΕΡΩΝ ΣΥΓΚΑΛΕΙΤΑΙ ΤΟ ΣΥΜΒΟΥΛΙΟΝ ΚΡΙΣΕΩΣ ΔΙΑ ΤΟΥΣ ΑΞΙΩΜΑΤΙΚΟΥΣ ΧΩΡΟΦΥΛΑΚΗΣ: [677, 906, 1181, 950]
subhead-cooperatives: ΑΠΟΔΟΚΙΜΑΖΕΤΑΙ ΥΠΟ ΤΩΝ ΣΥΝΕΤΑΙΡΙΣΜΩΝ Η ΠΡΟΣΠΑΘΕΙΑ ΠΟΡΕΙΑΣ: [59, 557, 401, 581]
headline-argyropoulou: Ο ΕΙΣΑΓΓΕΛΕΥΣ ΕΦΕΤΩΝ ΔΙΕΤΑΞΕ ΣΥΝΕΧΙΣΙΝ ΤΩΝ ΑΝΑΚΡΙΣΕΩΝ ΔΙΑ ΤΟΝ ΤΡΑΓΙΚΟΝ ΘΑΝΑΤΟΝ ΤΗΣ ΕΦΗΣ ΑΡΓΥΡΟΠΟΥΛΟΥ ΕΙΣ ΤΗΝ ΑΝΑΒΥΣΣΟΝ: [677, 607, 1181, 665]
headline-drachma: Παραμένει σταθερὰ ἡ δραχμὴ: [1213, 243, 1519, 307]
headline-repatriation: ΔΕΝ ΘΑ ΛΗΦΘΟΥΝ ΜΕΤΡΑ ΔΙ΄ ΟΜΑΔΙΚΟΝ ΕΠΑΝΑΠΑΤΡΙΣΜΟΝ, ΕΔΗΛΩΣΕΝ Ο Κ. ΤΣΙΡΙΜΩΚΟΣ: [1193, 770, 1539, 825]
headline-ambassadors: ΠΡΕΣΒΕΥΤΑΣ ΕΔΕΧΘΗ ΧΘΕΣ Ο Κ. ΚΩΣΤΟΠΟΥΛΟΣ: [980, 1067, 1175, 1094]
article-centre-split: Ζωηρῶς ἀποδοκιμάζεται ὑπὸ τῶν στελεχῶν τῆς Ἑνώσεως Κέντρου ἡ ἀπόπειρα διασπάσεως τῆς κινήσεως, ἡ ὁποία δὲν θὰ εὐδοκιμήσῃ, κατὰ τὰς δηλώσεις τῶν βουλευτῶν τῶν ἐπαρχιῶν.: [1193, 914, 1539, 953]
article-desalination: Ὁ ὑπουργὸς Συντονισμοῦ ἀνεκοίνωσεν ὅτι θὰ ἐγκατασταθοῦν συσκευαὶ ἀφαλατώσεως θαλασσίου ὕδατος εἰς ἑπτὰ ἀκόμη νήσους τοῦ Αἰγαίου, διὰ δωρεᾶς ἀμερικανικοῦ ἱδρύματος. Ἡ ἡμερησία ἀπόδοσις ἑκάστης συσκευῆς ὑπολογίζεται εἰς χιλιάδας λίτρων πόσιμου ὕδατος.: [43, 993, 417, 1045]
headline-arta-incidents: ΠΑΡΕΣΥΡΑΝ ΠΑΡΑΓΩΓΟΥΣ ΚΑΙ ΠΡΟΚΑΛΕΣΑΝ ΧΘΕΣ ΕΠΕΙΣΟΔΙΑ ΕΙΣ ΤΗΝ ΑΡΤΑΝ: [63, 692, 397, 726]
subhead-cyprus-worried: Ο ΚΥΠΡΟΣ ΑΝΗΣΥΧΟΥΝ: [482, 378, 621, 393]
headline-centre-split: ΑΠΟΔΟΚΙΜΑΖΕΤΑΙ ΖΩΗΡΩΣ Η ΑΠΟΠΕΙΡΑ ΔΙΑΣΠΑΣΕΩΣ ΚΙΝΗΣΕΩΣ ΕΙΣ ΤΟ ΚΕΝΤΡΟΝ: [1193, 869, 1539, 909]
subhead-turkish-military: ΟΙ ΤΟΥΡΚΟΙ ΣΤΡΑΤΙΩΤΙΚΟΙ ΔΙΑΦΩΝΟΥΝ ΠΡΟΣ ΤΟΝ ΙΝΟΝΟΥ: [600, 260, 1011, 276]
headline-titanic: ΗΓΥΟΘΗΚΕΥΘΗ Η ΤΕΛΕΥΤΑΙΑ «ΒΑΡΔΙΑ» ΤΟΥ «ΤΙΤΑΝΙΚΟΥ»: [990, 668, 1164, 695]
headline-lambousi: Ο ΛΑΜΠΟΥ·ΣΙ ΕΠΑΝΗΛΘΕΝ ΕΞ Η.Π.Α.: [441, 796, 657, 811]
headline-refugees: ΕΠΙΣΠΕΥΔΕΤΑΙ Η ΔΙΑΔΙΚΑΣΙΑ ΑΠΟΚΑΤΑΣΤΑΣΕΩΣ ΤΩΝ ΠΡΟΣΦΥΓΩΝ ΔΙΑΒΕΒΑΙΩΣΕΝ Ο Κ. ΖΟΡΜΠΑΣ: [677, 1137, 1181, 1181]
masthead: [40, 79, 1540, 142]
banner-greek-cypriots: ΑΝΗΣΥΧΙΑΙ ΜΕΤΑΞΥ ΤΩΝ ΕΛΛΗΝΟΚΥΠΡΙΩΝ: [478, 198, 1134, 229]
article-agrex: Ἡ νέα ΑΓΡΕΞ ηὔξησε τὴν δραστηριότητά της διὰ τὴν αὔξησιν τῆς ἐξαγωγῆς ἐσπεριδοειδῶν εἰς τὰς ἀγορὰς τῆς Εὐρώπης. ΕΞΑΓΩΓΗ ΠΟΡΤΟΚΑΛΙΩΝ ΕΙΣ ΓΑΛΛΙΑΝ ΔΙΑ ΠΡΩΤΗΝ ΦΟΡΑΝ Διὰ πρώτην φορὰν πραγματοποιεῖται ἐξαγωγὴ πορτοκαλίων εἰς Γαλλίαν.: [1193, 1010, 1539, 1064]
